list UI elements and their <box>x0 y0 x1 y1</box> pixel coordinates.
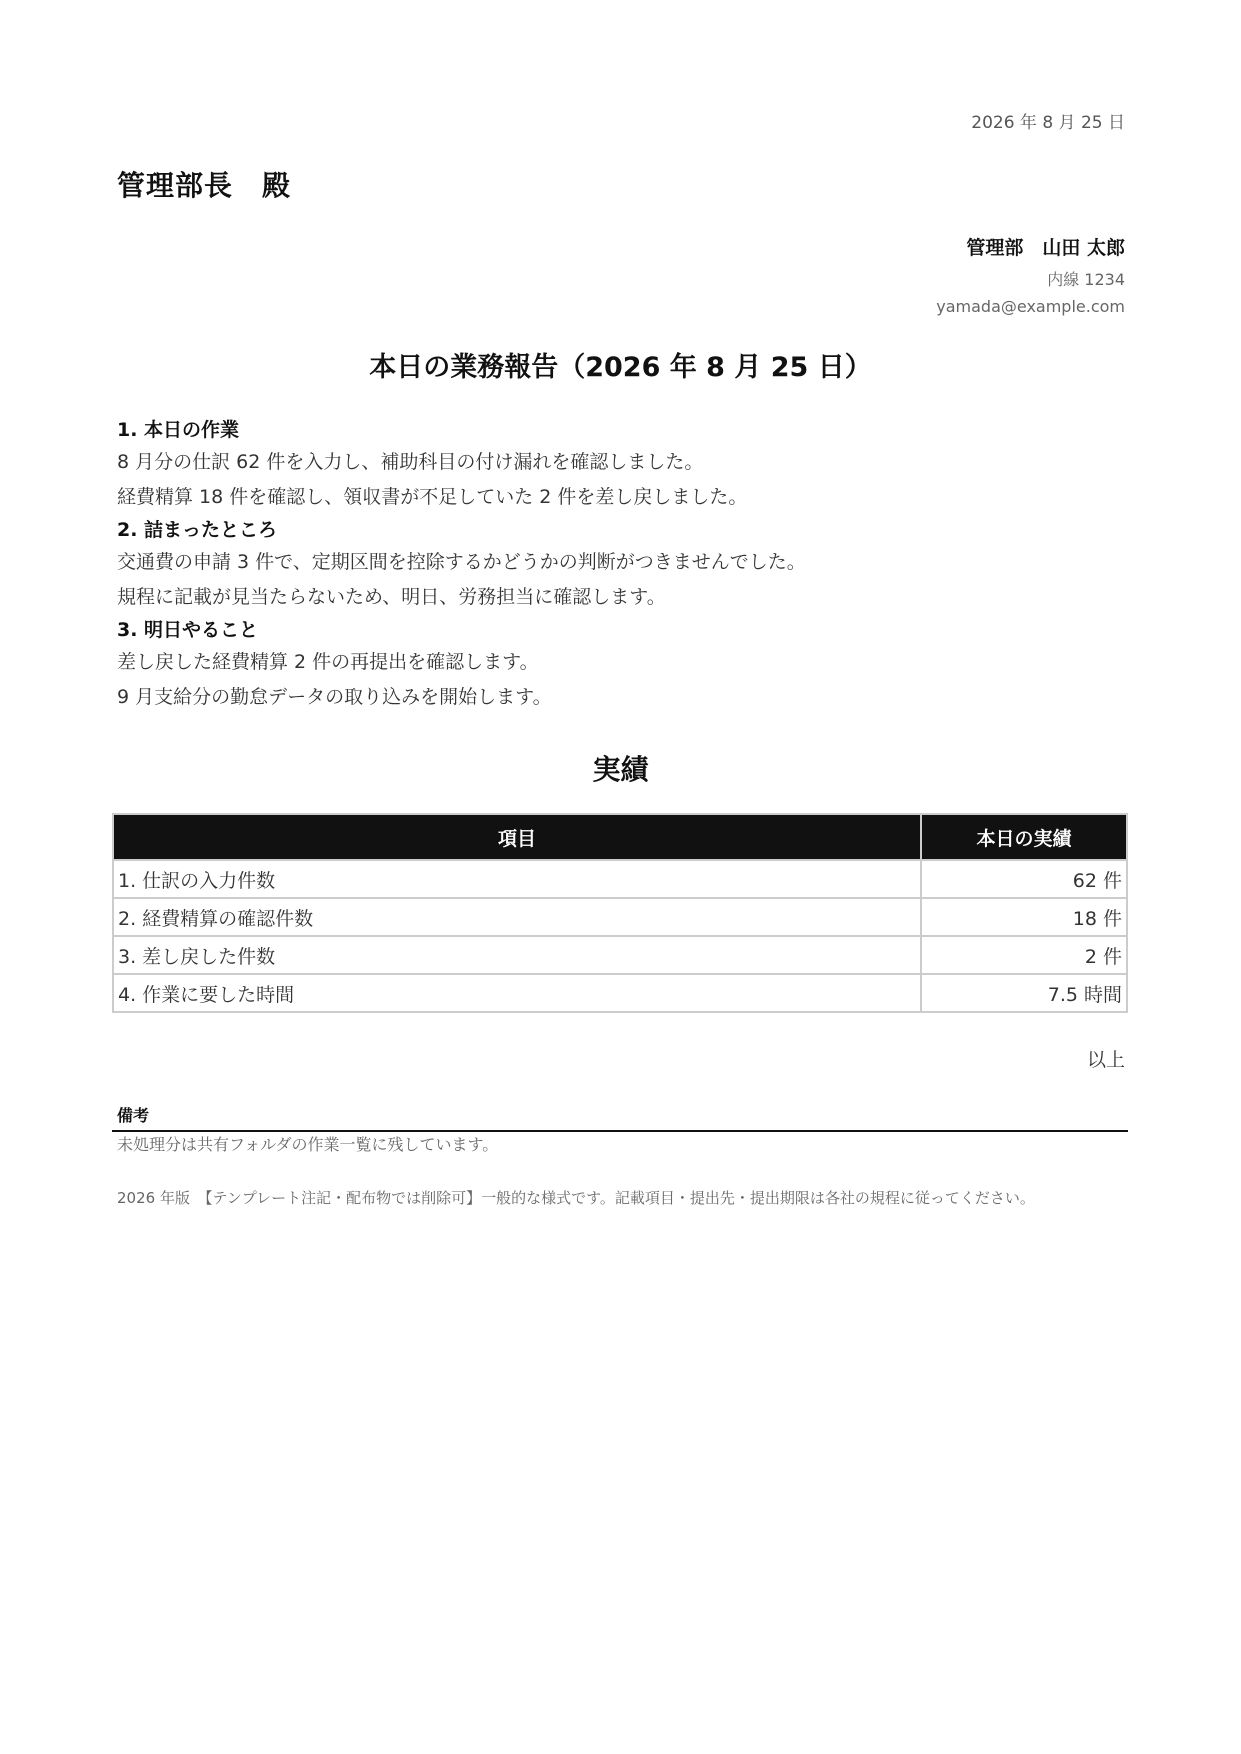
addressee: 管理部長 殿 <box>117 169 292 202</box>
template-note: 2026 年版 【テンプレート注記・配布物では削除可】一般的な様式です。記載項目・提出先・提出期限は各社の規程に従ってください。 <box>117 1189 1035 1207</box>
column-header-result: 本日の実績 <box>921 814 1127 860</box>
section-blockers <box>117 515 1127 615</box>
section-line: 交通費の申請 3 件で、定期区間を控除するかどうかの判断がつきませんでした。 <box>117 551 806 573</box>
document-date: 2026 年 8 月 25 日 <box>971 113 1125 133</box>
document-title: 本日の業務報告（2026 年 8 月 25 日） <box>369 352 872 383</box>
section-line: 経費精算 18 件を確認し、領収書が不足していた 2 件を差し戻しました。 <box>117 486 748 508</box>
row-value: 7.5 時間 <box>921 974 1127 1012</box>
section-heading: 3. 明日やること <box>117 619 259 641</box>
row-value: 2 件 <box>921 936 1127 974</box>
row-item: 3. 差し戻した件数 <box>113 936 921 974</box>
sender-email: yamada@example.com <box>936 297 1125 316</box>
remarks-text: 未処理分は共有フォルダの作業一覧に残しています。 <box>117 1135 499 1154</box>
table-row <box>113 898 1127 936</box>
section-tomorrow <box>117 615 1127 715</box>
table-header-row <box>113 814 1127 860</box>
section-line: 9 月支給分の勤怠データの取り込みを開始します。 <box>117 686 552 708</box>
report-sections <box>117 415 1127 715</box>
row-item: 1. 仕訳の入力件数 <box>113 860 921 898</box>
remarks-label: 備考 <box>112 1103 1128 1132</box>
table-row <box>113 860 1127 898</box>
section-line: 差し戻した経費精算 2 件の再提出を確認します。 <box>117 651 539 673</box>
table-row <box>113 974 1127 1012</box>
row-value: 62 件 <box>921 860 1127 898</box>
section-line: 8 月分の仕訳 62 件を入力し、補助科目の付け漏れを確認しました。 <box>117 451 704 473</box>
table-row <box>113 936 1127 974</box>
closing-remark: 以上 <box>1086 1049 1125 1071</box>
section-today-work <box>117 415 1127 515</box>
results-title: 実績 <box>592 753 649 786</box>
section-heading: 2. 詰まったところ <box>117 519 278 541</box>
sender-extension: 内線 1234 <box>1047 270 1125 289</box>
section-line: 規程に記載が見当たらないため、明日、労務担当に確認します。 <box>117 586 666 608</box>
section-heading: 1. 本日の作業 <box>117 419 240 441</box>
row-item: 4. 作業に要した時間 <box>113 974 921 1012</box>
remarks-block <box>112 1103 1128 1158</box>
results-table <box>112 813 1128 1013</box>
row-item: 2. 経費精算の確認件数 <box>113 898 921 936</box>
column-header-item: 項目 <box>113 814 921 860</box>
row-value: 18 件 <box>921 898 1127 936</box>
sender-name: 管理部 山田 太郎 <box>966 237 1125 259</box>
sender-block <box>936 233 1125 320</box>
